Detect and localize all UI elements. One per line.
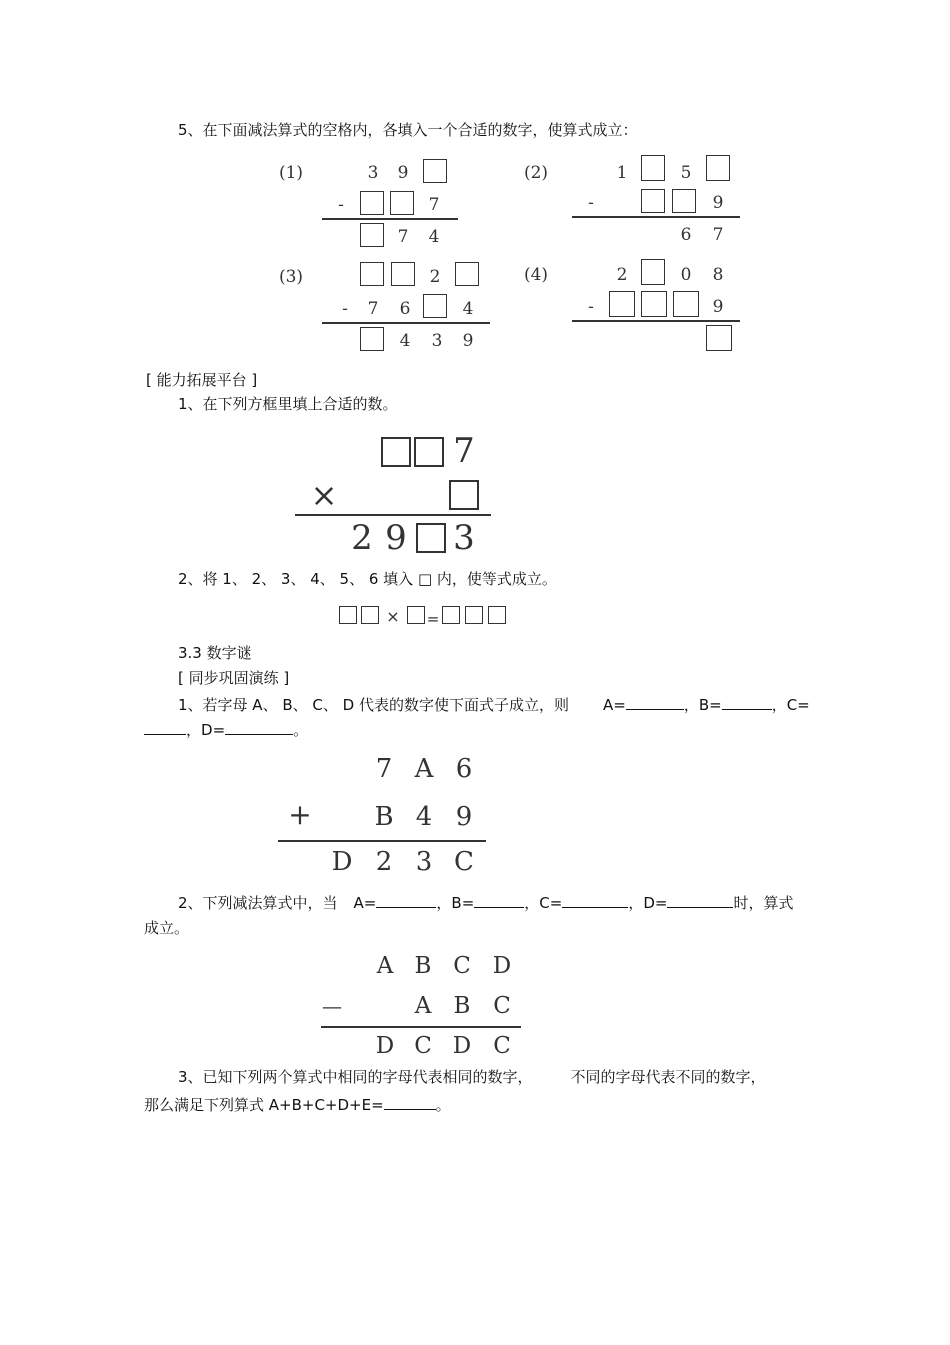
digit: 8 — [712, 265, 724, 285]
blank-box[interactable] — [641, 259, 665, 285]
digit: 7 — [397, 227, 409, 247]
answer-blank-b[interactable] — [722, 695, 772, 710]
letter: C — [454, 847, 474, 877]
blank-box[interactable] — [465, 606, 483, 624]
digit: 6 — [399, 299, 411, 319]
minus-sign: - — [588, 193, 594, 213]
digit: 9 — [462, 331, 474, 351]
blank-box[interactable] — [391, 262, 415, 286]
blank-box[interactable] — [414, 437, 444, 467]
letter: C — [493, 1033, 511, 1059]
blank-box[interactable] — [672, 189, 696, 213]
digit: 7 — [428, 195, 440, 215]
digit: 1 — [616, 163, 628, 183]
blank-box[interactable] — [641, 155, 665, 181]
digit: 5 — [680, 163, 692, 183]
digit: 2 — [375, 847, 393, 877]
subtraction-letters-figure — [317, 945, 529, 1057]
minus-sign: - — [338, 195, 344, 215]
subtraction-puzzles-figure — [272, 151, 746, 355]
answer-blank-c[interactable] — [144, 720, 186, 735]
letter: D — [375, 1033, 395, 1059]
result-line — [322, 322, 490, 324]
digit: 2 — [351, 518, 373, 558]
answer-blank-a[interactable] — [376, 893, 436, 908]
blank-box[interactable] — [339, 606, 357, 624]
section-heading-extension: [ 能力拓展平台 ] — [146, 371, 258, 389]
section-heading-practice: [ 同步巩固演练 ] — [178, 669, 290, 687]
blank-box[interactable] — [641, 189, 665, 213]
answer-blank-a[interactable] — [626, 695, 684, 710]
blank-box[interactable] — [423, 294, 447, 318]
digit: 4 — [399, 331, 411, 351]
blank-box[interactable] — [407, 606, 425, 624]
section-title-digit-puzzles: 3.3 数字谜 — [178, 644, 252, 662]
blank-box[interactable] — [423, 159, 447, 183]
question-1-text: 1、在下列方框里填上合适的数。 — [178, 395, 398, 413]
letter: A — [414, 993, 432, 1019]
letter: A — [414, 754, 434, 784]
result-line — [295, 514, 491, 516]
blank-box[interactable] — [455, 262, 479, 286]
letter: A — [376, 953, 394, 979]
blank-box[interactable] — [706, 325, 732, 351]
minus-sign: — — [322, 994, 342, 1018]
answer-blank-sum[interactable] — [384, 1095, 436, 1110]
plus-sign: + — [288, 798, 312, 831]
letter: C — [493, 993, 511, 1019]
blank-box[interactable] — [360, 191, 384, 215]
blank-box[interactable] — [360, 262, 384, 286]
digit: 4 — [462, 299, 474, 319]
digit: 3 — [453, 518, 475, 558]
blank-box[interactable] — [609, 291, 635, 317]
blank-box[interactable] — [416, 523, 446, 553]
digit: 0 — [680, 265, 692, 285]
blank-box[interactable] — [706, 155, 730, 181]
puzzle-2-label: (2) — [523, 163, 549, 183]
digit: 3 — [431, 331, 443, 351]
result-line — [572, 320, 740, 322]
digit: 9 — [455, 802, 473, 832]
digit: 2 — [616, 265, 628, 285]
times-sign: × — [386, 607, 400, 626]
minus-sign: - — [342, 299, 348, 319]
digit: 9 — [385, 518, 407, 558]
digit: 7 — [453, 431, 475, 471]
digit: 2 — [429, 267, 441, 287]
equation-boxes — [336, 602, 512, 628]
letter: B — [453, 993, 471, 1019]
digit: 4 — [415, 802, 433, 832]
letter: D — [452, 1033, 472, 1059]
answer-blank-d[interactable] — [225, 720, 293, 735]
puzzle-3-label: (3) — [278, 267, 304, 287]
result-line — [278, 840, 486, 842]
blank-box[interactable] — [360, 223, 384, 247]
minus-sign: - — [588, 297, 594, 317]
multiplication-puzzle-figure — [291, 425, 495, 558]
addition-puzzle-figure — [272, 748, 495, 880]
equals-sign: = — [426, 610, 440, 628]
answer-blank-b[interactable] — [474, 893, 524, 908]
letter: D — [331, 847, 353, 877]
blank-box[interactable] — [488, 606, 506, 624]
digit: 4 — [428, 227, 440, 247]
question-1-text: 1、若字母 A、 B、 C、 D 代表的数字使下面式子成立，则 A= ，B= ，C= — [178, 696, 810, 714]
letter: C — [453, 953, 471, 979]
question-2-text: 2、将 1、 2、 3、 4、 5、 6 填入 □ 内，使等式成立。 — [178, 570, 557, 588]
blank-box[interactable] — [360, 327, 384, 351]
question-3-text-cont: 那么满足下列算式 A+B+C+D+E= 。 — [144, 1096, 451, 1114]
question-5-text: 5、在下面减法算式的空格内，各填入一个合适的数字，使算式成立： — [178, 121, 638, 139]
digit: 3 — [415, 847, 433, 877]
blank-box[interactable] — [442, 606, 460, 624]
answer-blank-d[interactable] — [667, 893, 733, 908]
digit: 6 — [455, 754, 473, 784]
question-2-text-cont: 成立。 — [144, 919, 190, 937]
digit: 3 — [367, 163, 379, 183]
blank-box[interactable] — [381, 437, 411, 467]
question-1-text-cont: ，D= 。 — [144, 720, 308, 739]
question-3-text: 3、已知下列两个算式中相同的字母代表相同的数字， 不同的字母代表不同的数字， — [178, 1068, 766, 1086]
puzzle-1-label: (1) — [278, 163, 304, 183]
letter: D — [492, 953, 512, 979]
digit: 6 — [680, 225, 692, 245]
blank-box[interactable] — [673, 291, 699, 317]
letter: B — [414, 953, 432, 979]
letter: C — [414, 1033, 432, 1059]
digit: 7 — [367, 299, 379, 319]
digit: 9 — [712, 193, 724, 213]
letter: B — [374, 802, 394, 832]
result-line — [572, 216, 740, 218]
question-2-text: 2、下列减法算式中，当 A= ，B= ，C= ，D= 时，算式 — [178, 894, 794, 912]
puzzle-4-label: (4) — [523, 265, 549, 285]
digit: 9 — [397, 163, 409, 183]
blank-box[interactable] — [361, 606, 379, 624]
blank-box[interactable] — [641, 291, 667, 317]
blank-box[interactable] — [390, 191, 414, 215]
digit: 7 — [375, 754, 393, 784]
result-line — [322, 218, 458, 220]
blank-box[interactable] — [449, 480, 479, 510]
answer-blank-c[interactable] — [562, 893, 628, 908]
times-sign: × — [310, 476, 338, 514]
result-line — [321, 1026, 521, 1028]
digit: 9 — [712, 297, 724, 317]
digit: 7 — [712, 225, 724, 245]
